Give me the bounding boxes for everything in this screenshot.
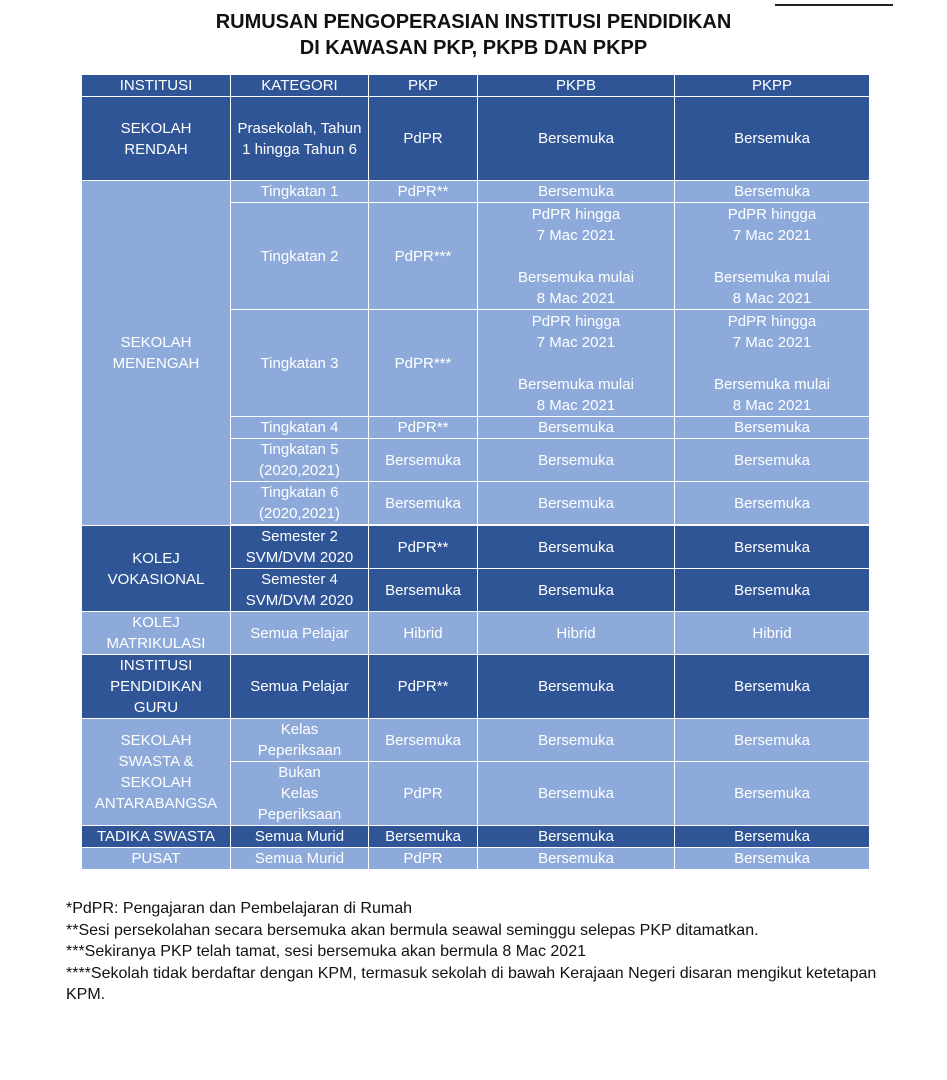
institusi-line: INSTITUSI [119, 657, 193, 674]
pkpb-value: Bersemuka [478, 417, 675, 439]
pkpb-value: Bersemuka [478, 181, 675, 203]
kategori-tingkatan-1: Tingkatan 1 [231, 181, 369, 203]
institusi-line: SWASTA & [118, 753, 194, 770]
footnote-3: ***Sekiranya PKP telah tamat, sesi bersemuka akan bermula 8 Mac 2021 [66, 943, 586, 960]
kategori-line: Semester 2 [261, 528, 338, 545]
pkpp-line: Bersemuka mulai [714, 375, 830, 393]
pkp-value: PdPR [369, 97, 478, 181]
pkpb-value: Bersemuka [478, 439, 675, 482]
pkp-value: PdPR [369, 848, 478, 870]
document-title-line-2: DI KAWASAN PKP, PKPB DAN PKPP [299, 37, 648, 59]
institusi-sekolah-rendah: SEKOLAH RENDAH [82, 97, 231, 181]
pkp-value: Bersemuka [369, 439, 478, 482]
pkpb-line: 7 Mac 2021 [536, 333, 616, 351]
pkpb-value: Bersemuka [478, 762, 675, 826]
institusi-line: KOLEJ [132, 614, 180, 631]
kategori-line: Kelas [280, 785, 319, 802]
institusi-line: PENDIDIKAN [110, 678, 202, 695]
pkpb-line: 7 Mac 2021 [536, 226, 616, 244]
kategori-line: Peperiksaan [257, 742, 342, 759]
kategori-line: Kelas [280, 721, 319, 738]
pkp-value: Bersemuka [369, 719, 478, 762]
pkp-value: PdPR** [369, 417, 478, 439]
pkpp-line: 8 Mac 2021 [732, 396, 812, 414]
top-rule [775, 4, 893, 6]
kategori-line: (2020,2021) [259, 505, 340, 522]
institusi-line: VOKASIONAL [107, 570, 205, 588]
operations-table [81, 74, 870, 870]
pkpp-value: Bersemuka [675, 439, 870, 482]
pkpb-value: Hibrid [478, 612, 675, 655]
pkpb-line: 8 Mac 2021 [536, 289, 616, 307]
institusi-line: SEKOLAH [120, 774, 192, 791]
pkp-value: Bersemuka [369, 482, 478, 525]
kategori-semester-4 [231, 569, 369, 612]
pkpp-value: Bersemuka [675, 848, 870, 870]
pkpb-value: Bersemuka [478, 526, 675, 569]
pkp-value: PdPR*** [369, 310, 478, 417]
pkp-value: PdPR** [369, 655, 478, 719]
pkp-value: Bersemuka [369, 826, 478, 848]
pkpb-line: 8 Mac 2021 [536, 396, 616, 414]
pkpb-line: Bersemuka mulai [518, 375, 634, 393]
kategori-tingkatan-6 [231, 482, 369, 525]
pkpb-value: Bersemuka [478, 97, 675, 181]
pkpp-line: 7 Mac 2021 [732, 226, 812, 244]
row-tingkatan-1 [82, 181, 870, 203]
kategori-bukan-kelas-peperiksaan [231, 762, 369, 826]
row-semester-2 [82, 526, 870, 569]
pkpb-value [478, 310, 675, 417]
pkpp-value [675, 203, 870, 310]
pkpp-line: PdPR hingga [727, 312, 817, 330]
pkpp-value: Bersemuka [675, 526, 870, 569]
institusi-line: MATRIKULASI [106, 635, 206, 652]
pkpb-value: Bersemuka [478, 482, 675, 525]
kategori-semua-murid: Semua Murid [231, 848, 369, 870]
pkp-value: PdPR [369, 762, 478, 826]
kategori-semua-pelajar: Semua Pelajar [231, 612, 369, 655]
kategori-line: Semester 4 [261, 571, 338, 588]
pkpp-value [675, 310, 870, 417]
pkpp-value: Bersemuka [675, 97, 870, 181]
institusi-line: ANTARABANGSA [94, 795, 218, 812]
footnote-4: ****Sekolah tidak berdaftar dengan KPM, termasuk sekolah di bawah Kerajaan Negeri disaran mengikut ketetapan KPM. [66, 964, 877, 1003]
header-row [82, 75, 870, 97]
institusi-sekolah-swasta-antarabangsa [82, 719, 231, 826]
pkpb-value [478, 203, 675, 310]
pkp-value: PdPR** [369, 526, 478, 569]
institusi-pusat: PUSAT [82, 848, 231, 870]
kategori-line: (2020,2021) [259, 462, 340, 479]
pkp-value: PdPR*** [369, 203, 478, 310]
pkp-value: Bersemuka [369, 569, 478, 612]
pkp-value: PdPR** [369, 181, 478, 203]
pkpp-value: Bersemuka [675, 181, 870, 203]
institusi-ipg [82, 655, 231, 719]
row-kelas-peperiksaan [82, 719, 870, 762]
document-title-line-1: RUMUSAN PENGOPERASIAN INSTITUSI PENDIDIKAN [215, 11, 732, 33]
pkpp-line: Bersemuka mulai [714, 268, 830, 286]
institusi-tadika-swasta: TADIKA SWASTA [82, 826, 231, 848]
pkpb-line: PdPR hingga [531, 312, 621, 330]
institusi-line: KOLEJ [132, 549, 180, 567]
row-pusat [82, 848, 870, 870]
kategori-line: Tingkatan 6 [260, 484, 339, 501]
kategori-semester-2 [231, 526, 369, 569]
pkpp-line: 8 Mac 2021 [732, 289, 812, 307]
header-institusi: INSTITUSI [82, 75, 231, 97]
pkpp-value: Bersemuka [675, 719, 870, 762]
footnote-2: **Sesi persekolahan secara bersemuka akan bermula seawal seminggu selepas PKP ditamatkan. [66, 921, 759, 939]
kategori-tingkatan-5 [231, 439, 369, 482]
institusi-kolej-matrikulasi [82, 612, 231, 655]
pkpp-value: Bersemuka [675, 482, 870, 525]
header-pkpp: PKPP [675, 75, 870, 97]
kategori-line: Bukan [278, 764, 321, 781]
kategori-line: SVM/DVM 2020 [245, 549, 354, 566]
pkpb-value: Bersemuka [478, 719, 675, 762]
footnote-1: *PdPR: Pengajaran dan Pembelajaran di Rumah [66, 900, 412, 917]
institusi-line: SEKOLAH [120, 732, 192, 749]
kategori-line: Tingkatan 5 [260, 441, 339, 458]
pkp-value: Hibrid [369, 612, 478, 655]
kategori-line: Peperiksaan [257, 806, 342, 823]
pkpp-value: Bersemuka [675, 762, 870, 826]
pkpp-value: Bersemuka [675, 826, 870, 848]
pkpb-value: Bersemuka [478, 569, 675, 612]
kategori-tingkatan-2: Tingkatan 2 [231, 203, 369, 310]
pkpb-value: Bersemuka [478, 655, 675, 719]
row-kolej-matrikulasi [82, 612, 870, 655]
pkpp-line: PdPR hingga [727, 205, 817, 223]
institusi-sekolah-menengah: SEKOLAH MENENGAH [82, 181, 231, 526]
row-tadika-swasta [82, 826, 870, 848]
kategori-semua-murid: Semua Murid [231, 826, 369, 848]
row-institusi-pendidikan-guru [82, 655, 870, 719]
kategori-line: SVM/DVM 2020 [245, 592, 354, 609]
pkpp-value: Bersemuka [675, 417, 870, 439]
pkpp-value: Hibrid [675, 612, 870, 655]
pkpb-line: Bersemuka mulai [518, 268, 634, 286]
institusi-line: GURU [133, 699, 179, 716]
pkpp-value: Bersemuka [675, 569, 870, 612]
kategori-tingkatan-4: Tingkatan 4 [231, 417, 369, 439]
header-pkp: PKP [369, 75, 478, 97]
pkpb-line: PdPR hingga [531, 205, 621, 223]
pkpb-value: Bersemuka [478, 826, 675, 848]
kategori-prasekolah: Prasekolah, Tahun 1 hingga Tahun 6 [231, 97, 369, 181]
institusi-kolej-vokasional [82, 526, 231, 612]
pkpb-value: Bersemuka [478, 848, 675, 870]
kategori-semua-pelajar: Semua Pelajar [231, 655, 369, 719]
kategori-kelas-peperiksaan [231, 719, 369, 762]
header-pkpb: PKPB [478, 75, 675, 97]
row-sekolah-rendah [82, 97, 870, 181]
pkpp-line: 7 Mac 2021 [732, 333, 812, 351]
kategori-tingkatan-3: Tingkatan 3 [231, 310, 369, 417]
footnotes [66, 898, 886, 1006]
header-kategori: KATEGORI [231, 75, 369, 97]
pkpp-value: Bersemuka [675, 655, 870, 719]
